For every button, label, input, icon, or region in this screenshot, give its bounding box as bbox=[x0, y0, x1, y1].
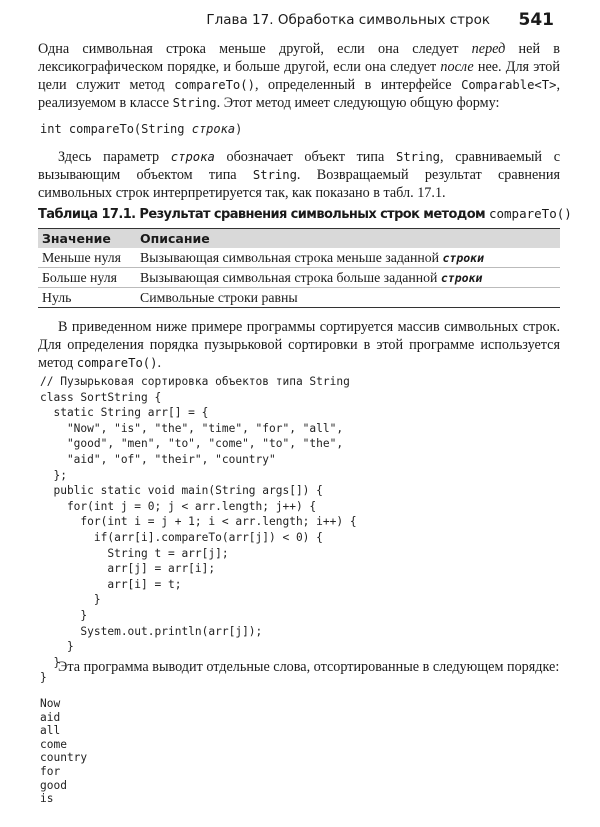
output-line: all bbox=[40, 724, 61, 738]
code-line: } bbox=[40, 593, 101, 607]
output-line: for bbox=[40, 764, 61, 778]
code-line: "aid", "of", "their", "country" bbox=[40, 452, 276, 466]
code-listing bbox=[40, 374, 357, 686]
signature-code: int compareTo(String bbox=[40, 122, 192, 136]
result-table bbox=[38, 228, 560, 308]
table-row bbox=[38, 287, 560, 307]
intro-text: Одна символьная строка меньше другой, если она следует bbox=[38, 41, 472, 57]
table-row bbox=[38, 267, 560, 287]
code-line: "Now", "is", "the", "time", "for", "all", bbox=[40, 421, 344, 435]
output-paragraph: Эта программа выводит отдельные слова, отсортированные в следующем порядке: bbox=[58, 659, 560, 675]
method-signature bbox=[40, 122, 242, 138]
param-text: . Возвращаемый результат сравнения символьных строк интерпретируется так, как показано в табл. 17.1. bbox=[38, 167, 560, 201]
output-line: aid bbox=[40, 710, 61, 724]
example-text: В приведенном ниже примере программы сортируется массив символьных строк. Для определения порядка пузырьковой сортировки в этой программе используется метод bbox=[38, 319, 560, 371]
code-line: System.out.println(arr[j]); bbox=[40, 624, 263, 638]
inline-code: String bbox=[395, 150, 441, 164]
code-line: for(int i = j + 1; i < arr.length; i++) { bbox=[40, 515, 357, 529]
parameter-paragraph bbox=[38, 148, 560, 202]
row-value: Меньше нуля bbox=[42, 250, 121, 265]
row-description: Вызывающая символьная строка больше заданной строки bbox=[140, 270, 483, 285]
code-line: arr[i] = t; bbox=[40, 577, 182, 591]
param-text: обозначает объект типа bbox=[214, 149, 396, 165]
code-line: arr[j] = arr[i]; bbox=[40, 562, 216, 576]
code-line: "good", "men", "to", "come", "to", "the", bbox=[40, 437, 344, 451]
caption-text: Таблица 17.1. Результат сравнения символьных строк методом bbox=[38, 207, 489, 222]
table-row bbox=[38, 248, 560, 267]
code-line: for(int j = 0; j < arr.length; j++) { bbox=[40, 499, 317, 513]
code-line: } bbox=[40, 655, 61, 669]
header-value: Значение bbox=[42, 231, 111, 246]
intro-text: нее. Для этой цели служит метод bbox=[38, 59, 560, 93]
inline-code: String bbox=[172, 96, 217, 110]
code-line: static String arr[] = { bbox=[40, 406, 209, 420]
output-line: is bbox=[40, 792, 54, 806]
page-number: 541 bbox=[518, 10, 554, 30]
inline-code: compareTo() bbox=[76, 356, 158, 370]
param-text: , сравниваемый с вызывающим объектом типа bbox=[38, 149, 560, 183]
example-paragraph bbox=[38, 318, 560, 372]
code-line: class SortString { bbox=[40, 390, 162, 404]
output-line: Now bbox=[40, 697, 61, 710]
signature-param: строка bbox=[191, 122, 236, 136]
code-line: if(arr[i].compareTo(arr[j]) < 0) { bbox=[40, 530, 323, 544]
emphasis-after: после bbox=[440, 59, 474, 75]
row-value: Больше нуля bbox=[42, 270, 117, 285]
intro-paragraph bbox=[38, 40, 560, 112]
signature-close: ) bbox=[235, 122, 243, 136]
inline-code: String bbox=[252, 168, 297, 182]
emphasis-before: перед bbox=[471, 41, 506, 57]
inline-code: строка bbox=[170, 150, 215, 164]
program-output bbox=[40, 697, 87, 806]
inline-code: Comparable<T> bbox=[461, 78, 557, 92]
output-line: good bbox=[40, 778, 67, 792]
example-text: . bbox=[157, 355, 162, 371]
table-caption bbox=[38, 206, 572, 222]
chapter-title: Глава 17. Обработка символьных строк bbox=[206, 12, 490, 28]
code-line: public static void main(String args[]) { bbox=[40, 484, 323, 498]
inline-code: compareTo() bbox=[174, 78, 255, 92]
output-line: country bbox=[40, 751, 88, 765]
intro-text: , определенный в интерфейсе bbox=[254, 77, 462, 93]
output-line: come bbox=[40, 737, 67, 751]
code-line: } bbox=[40, 640, 74, 654]
code-line: }; bbox=[40, 468, 67, 482]
caption-code: compareTo() bbox=[488, 206, 572, 221]
table-header-row bbox=[38, 229, 560, 248]
row-value: Нуль bbox=[42, 290, 72, 305]
running-header bbox=[0, 10, 560, 36]
param-text: Здесь параметр bbox=[58, 149, 171, 165]
code-line: String t = arr[j]; bbox=[40, 546, 229, 560]
intro-text: ней в лексикографическом порядке, и больше другой, если она следует bbox=[38, 41, 560, 75]
code-line: // Пузырьковая сортировка объектов типа String bbox=[40, 375, 350, 388]
code-line: } bbox=[40, 671, 47, 685]
row-description: Вызывающая символьная строка меньше заданной строки bbox=[140, 250, 485, 265]
code-line: } bbox=[40, 608, 88, 622]
intro-text: . Этот метод имеет следующую общую форму: bbox=[216, 95, 500, 111]
intro-text: , реализуемом в классе bbox=[38, 77, 560, 111]
row-description: Символьные строки равны bbox=[140, 290, 298, 305]
header-description: Описание bbox=[140, 231, 210, 246]
